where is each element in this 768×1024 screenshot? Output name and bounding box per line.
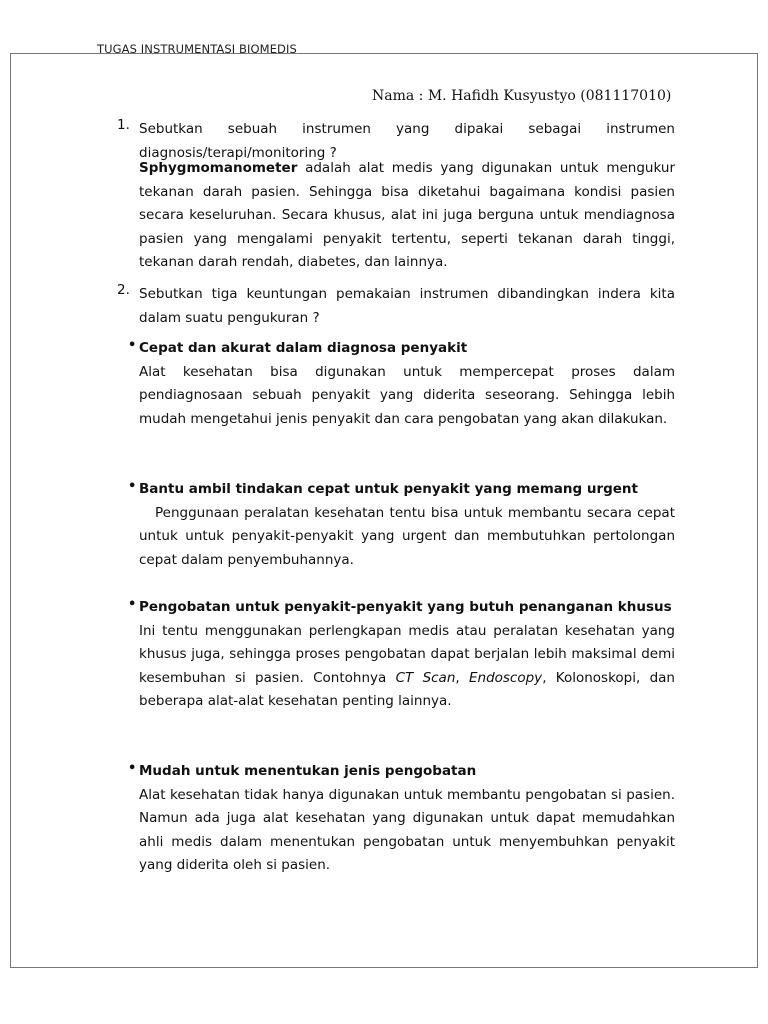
point-3-sep: , <box>455 669 469 686</box>
student-name-line: Nama : M. Hafidh Kusyustyo (081117010) <box>372 88 672 104</box>
point-3 <box>139 596 675 714</box>
point-3-body-after: , Kolonoskopi, dan beberapa alat-alat kesehatan penting lainnya. <box>139 669 675 709</box>
document-header: TUGAS INSTRUMENTASI BIOMEDIS <box>97 42 297 53</box>
point-4 <box>139 760 675 878</box>
question-1-number: 1. <box>117 117 130 133</box>
point-4-body: Alat kesehatan tidak hanya digunakan untuk membantu pengobatan si pasien. Namun ada juga alat kesehatan yang digunakan untuk dapat memudahkan ahli medis dalam menentukan pengobatan untuk menyembuhkan penyakit yang diderita oleh si pasien. <box>139 786 675 873</box>
question-2-number: 2. <box>117 282 130 298</box>
point-1 <box>139 337 675 431</box>
point-2-heading: Bantu ambil tindakan cepat untuk penyakit yang memang urgent <box>139 481 638 497</box>
point-4-heading: Mudah untuk menentukan jenis pengobatan <box>139 763 477 779</box>
point-3-ct-scan: CT Scan <box>395 669 456 686</box>
point-2-body: Penggunaan peralatan kesehatan tentu bisa untuk membantu secara cepat untuk untuk penyakit-penyakit yang urgent dan membutuhkan pertolongan cepat dalam penyembuhannya. <box>139 504 675 568</box>
answer-text: adalah alat medis yang digunakan untuk mengukur tekanan darah pasien. Sehingga bisa diketahui bagaimana kondisi pasien secara keseluruhan. Secara khusus, alat ini juga berguna untuk mendiagnosa pasien yang mengalami penyakit tertentu, seperti tekanan darah tinggi, tekanan darah rendah, diabetes, dan lainnya. <box>139 160 675 270</box>
point-1-body: Alat kesehatan bisa digunakan untuk mempercepat proses dalam pendiagnosaan sebuah penyakit yang diderita seseorang. Sehingga lebih mudah mengetahui jenis penyakit dan cara pengobatan yang akan dilakukan. <box>139 363 675 427</box>
question-1-text: Sebutkan sebuah instrumen yang dipakai sebagai instrumen diagnosis/terapi/monitoring ? <box>139 121 675 161</box>
point-1-heading: Cepat dan akurat dalam diagnosa penyakit <box>139 340 468 356</box>
question-1-answer <box>139 157 675 275</box>
point-3-body <box>139 620 675 714</box>
point-2 <box>139 478 675 572</box>
bullet-4: • <box>128 761 137 776</box>
bullet-1: • <box>128 338 137 353</box>
answer-term: Sphygmomanometer <box>139 160 298 176</box>
point-3-heading: Pengobatan untuk penyakit-penyakit yang butuh penanganan khusus <box>139 599 672 615</box>
question-2-text: Sebutkan tiga keuntungan pemakaian instrumen dibandingkan indera kita dalam suatu pengukuran ? <box>139 286 675 326</box>
point-3-endoscopy: Endoscopy <box>468 669 543 686</box>
bullet-3: • <box>128 597 137 612</box>
bullet-2: • <box>128 479 137 494</box>
point-3-body-before: Ini tentu menggunakan perlengkapan medis atau peralatan kesehatan yang khusus juga, sehingga proses pengobatan dapat berjalan lebih maksimal demi kesembuhan si pasien. Contohnya <box>139 622 675 686</box>
